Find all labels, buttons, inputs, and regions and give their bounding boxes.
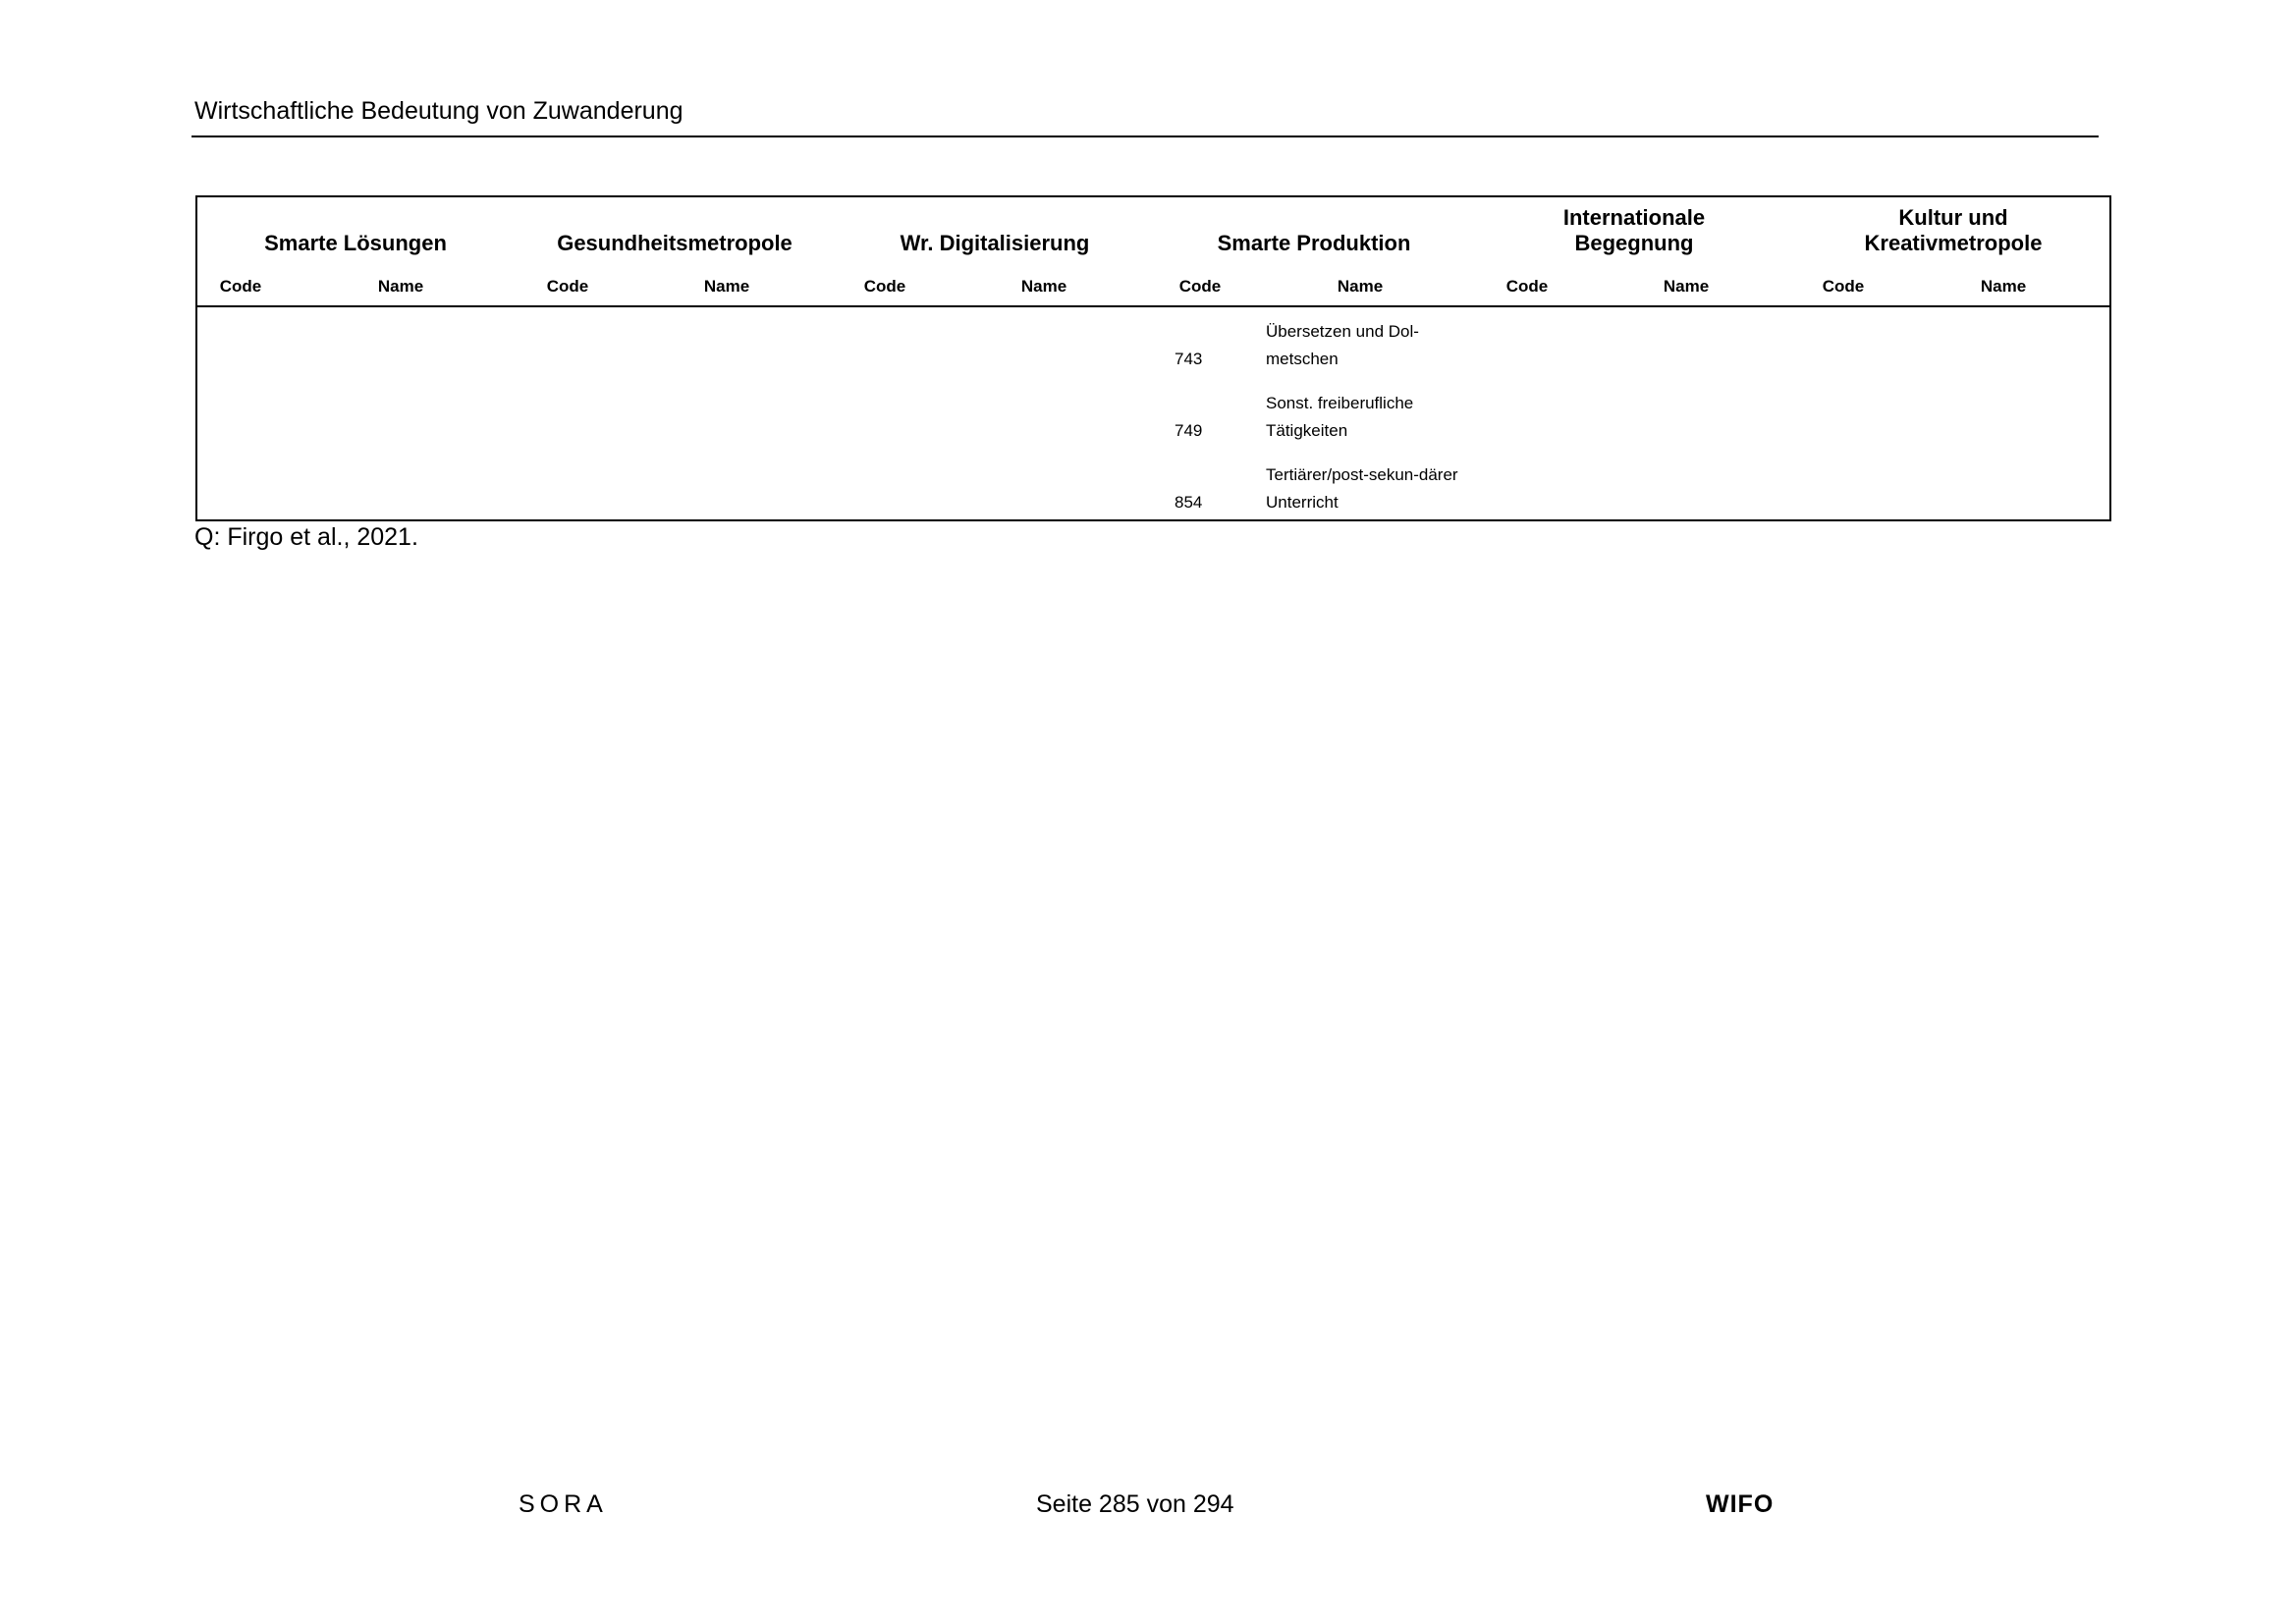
col-head-name: Name: [1663, 277, 1710, 296]
col-head-code: Code: [863, 277, 906, 296]
footer-sora-logo: SORA: [519, 1490, 608, 1518]
col-head-name: Name: [1020, 277, 1067, 296]
table-cell-code: 854: [1175, 493, 1203, 512]
running-header: Wirtschaftliche Bedeutung von Zuwanderung: [194, 97, 683, 125]
col-head-code: Code: [219, 277, 262, 296]
footer-wifo-logo: WIFO: [1706, 1490, 1775, 1518]
group-title-smarte-produktion: Smarte Produktion: [1217, 231, 1411, 255]
col-head-name: Name: [377, 277, 424, 296]
source-note: Q: Firgo et al., 2021.: [194, 523, 418, 551]
col-head-code: Code: [1505, 277, 1549, 296]
group-title-gesundheitsmetropole: Gesundheitsmetropole: [557, 231, 793, 255]
group-title-smarte-loesungen: Smarte Lösungen: [264, 231, 447, 255]
header-divider: [195, 305, 2111, 307]
col-head-code: Code: [1178, 277, 1222, 296]
group-title-wr-digitalisierung: Wr. Digitalisierung: [900, 231, 1090, 255]
table-cell-name: Übersetzen und Dol-metschen: [1266, 322, 1419, 368]
col-head-name: Name: [1337, 277, 1384, 296]
table-cell-name: Tertiärer/post-sekun-därer Unterricht: [1266, 465, 1458, 512]
col-head-name: Name: [703, 277, 750, 296]
col-head-code: Code: [1822, 277, 1865, 296]
col-head-name: Name: [1980, 277, 2027, 296]
page-number: Seite 285 von 294: [1036, 1490, 1234, 1518]
table-cell-code: 743: [1175, 350, 1203, 368]
table-cell-code: 749: [1175, 421, 1203, 440]
table-cell-name: Sonst. freiberufliche Tätigkeiten: [1266, 394, 1414, 440]
header-rule: [191, 135, 2099, 137]
col-head-code: Code: [546, 277, 589, 296]
group-title-internationale-begegnung: Internationale Begegnung: [1562, 205, 1706, 255]
group-title-kultur-kreativmetropole: Kultur und Kreativmetropole: [1864, 205, 2043, 255]
